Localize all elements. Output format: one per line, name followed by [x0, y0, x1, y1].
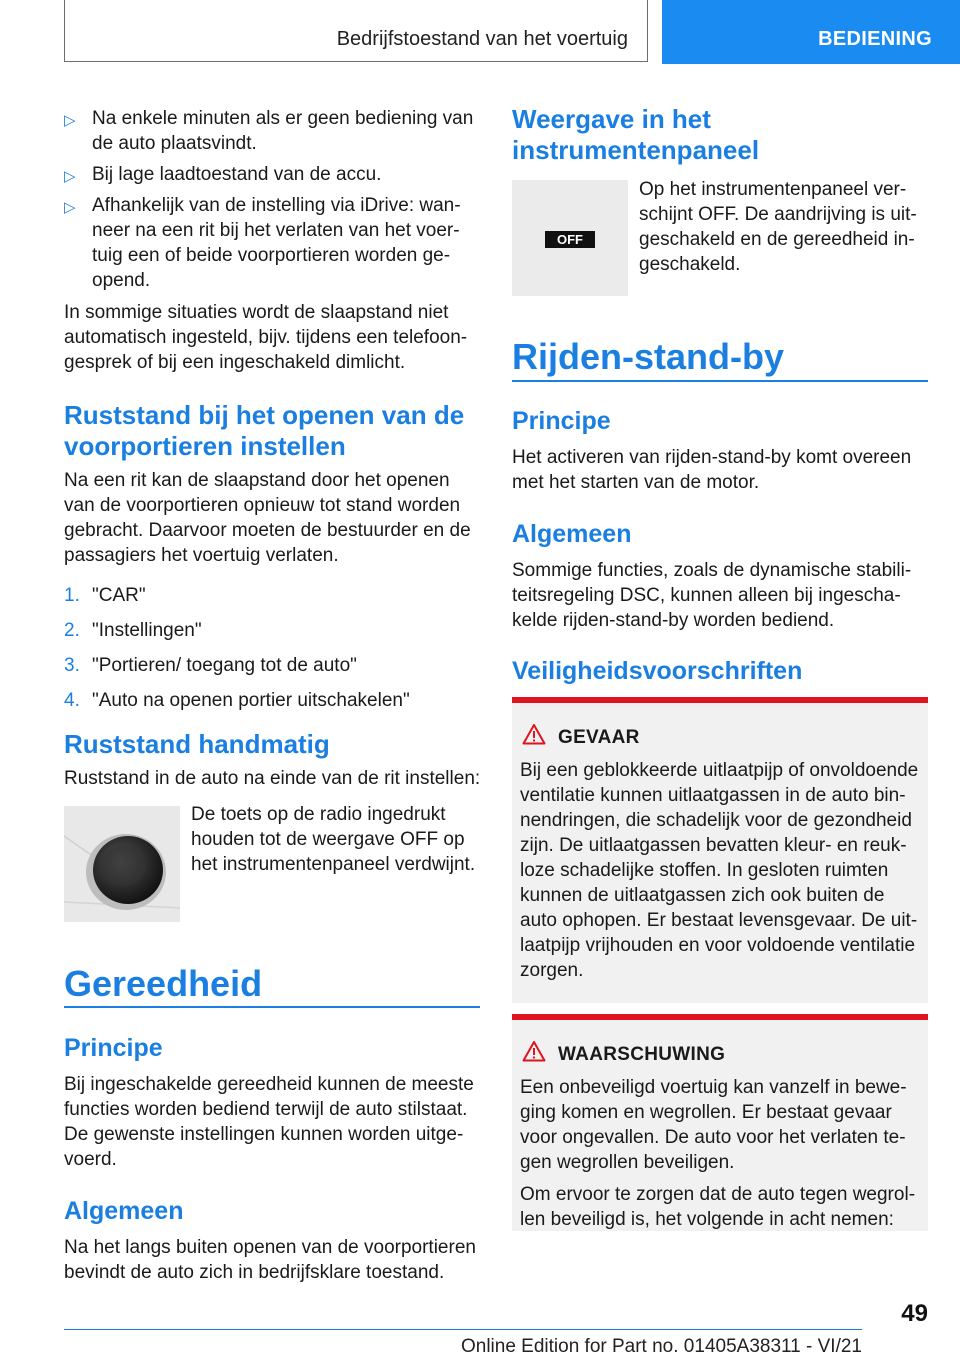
heading-rijden-stand-by: Rijden-stand-by [512, 336, 785, 377]
chapter-tab-label: BEDIENING [818, 28, 932, 50]
heading-algemeen: Algemeen [64, 1197, 184, 1225]
warning-bar [512, 1014, 928, 1020]
list-item: 1. "CAR" [64, 585, 146, 606]
off-display-image [512, 180, 628, 296]
list-item: 2. "Instellingen" [64, 620, 202, 641]
page-number: 49 [901, 1300, 928, 1327]
triangle-bullet-icon: ▷ [64, 199, 76, 216]
list-item: 3. "Portieren/ toegang tot de auto" [64, 655, 357, 676]
paragraph: Het activeren van rijden-stand-by komt overeen met het starten van de motor. [512, 447, 912, 493]
paragraph: Na het langs buiten openen van de voorportieren bevindt de auto zich in bedrijfsklare toestand. [64, 1237, 476, 1283]
heading-gereedheid: Gereedheid [64, 963, 263, 1004]
heading-algemeen: Algemeen [512, 520, 632, 548]
triangle-bullet-icon: ▷ [64, 112, 76, 129]
heading-rule [64, 1006, 480, 1008]
warning-title: WAARSCHUWING [558, 1044, 726, 1065]
danger-title: GEVAAR [558, 727, 640, 748]
bullet-list [64, 106, 480, 293]
radio-knob-icon [64, 806, 180, 922]
list-item: ▷ Na enkele minuten als er geen bediening van de auto plaatsvindt. [64, 106, 480, 162]
warning-text: Om ervoor te zorgen dat de auto tegen wegrollen beveiligd is, het volgende in acht nemen: [520, 1184, 916, 1230]
paragraph: Bij ingeschakelde gereedheid kunnen de meeste functies worden bediend terwijl de auto stilstaat. De gewenste instellingen kunnen worden uitgevoerd. [64, 1074, 474, 1170]
radio-knob-image [64, 806, 180, 922]
steps-list [64, 583, 480, 723]
paragraph: Ruststand in de auto na einde van de rit instellen: [64, 768, 481, 789]
triangle-bullet-icon: ▷ [64, 168, 76, 185]
knob-instruction: De toets op de radio ingedrukt houden tot de weergave OFF op het instrumentenpaneel verdwijnt. [191, 804, 476, 875]
off-indicator: OFF [545, 231, 595, 248]
weergave-text: Op het instrumentenpaneel verschijnt OFF. De aandrijving is uitgeschakeld en de gereedheid ingeschakeld. [639, 179, 917, 275]
heading-veiligheid: Veiligheidsvoorschriften [512, 657, 803, 685]
paragraph: Sommige functies, zoals de dynamische stabiliteitsregeling DSC, kunnen alleen bij ingeschakelde rijden-stand-by worden bediend. [512, 560, 912, 631]
warning-text: Een onbeveiligd voertuig kan vanzelf in beweging komen en wegrollen. Er bestaat gevaar voor ongevallen. De auto voor het verlaten tegen wegrollen beveiligen. [520, 1077, 907, 1173]
danger-bar [512, 697, 928, 703]
heading-ruststand-handmatig: Ruststand handmatig [64, 729, 330, 759]
heading-principe: Principe [64, 1034, 163, 1062]
warning-triangle-icon [522, 723, 546, 750]
heading-weergave: Weergave in het instrumentenpaneel [512, 104, 760, 165]
list-item: ▷ Bij lage laadtoestand van de accu. [64, 162, 480, 193]
warning-triangle-icon [522, 1040, 546, 1067]
heading-rule [512, 380, 928, 382]
footer-edition: Online Edition for Part no. 01405A38311 - VI/21 [460, 1336, 862, 1357]
list-item: 4. "Auto na openen portier uitschakelen" [64, 690, 410, 711]
heading-ruststand-openen: Ruststand bij het openen van de voorportieren instellen [64, 400, 465, 461]
heading-principe: Principe [512, 407, 611, 435]
section-title: Bedrijfstoestand van het voertuig [336, 28, 628, 50]
paragraph: In sommige situaties wordt de slaapstand niet automatisch ingesteld, bijv. tijdens een telefoongesprek of bij een ingeschakeld dimlicht. [64, 302, 468, 373]
list-item: ▷ Afhankelijk van de instelling via iDrive: wanneer na een rit bij het verlaten van het voertuig een of beide voorportieren worden geopend. [64, 195, 461, 291]
danger-box [512, 697, 928, 1003]
danger-text: Bij een geblokkeerde uitlaatpijp of onvoldoende ventilatie kunnen uitlaatgassen in de auto binnendringen, die schadelijk voor de gezondheid zijn. De uitlaatgassen bevatten kleur- en reukloze schadelijke stoffen. In gesloten ruimten kunnen de uitlaatgassen zich ook buiten de auto ophopen. Er bestaat levensgevaar. De uitlaatpijp vrijhouden en voor voldoende ventilatie zorgen. [520, 760, 919, 981]
footer-rule [64, 1329, 862, 1330]
paragraph: Na een rit kan de slaapstand door het openen van de voorportieren opnieuw tot stand worden gebracht. Daarvoor moeten de bestuurder en de passagiers het voertuig verlaten. [64, 470, 471, 566]
warning-box [512, 1014, 928, 1231]
